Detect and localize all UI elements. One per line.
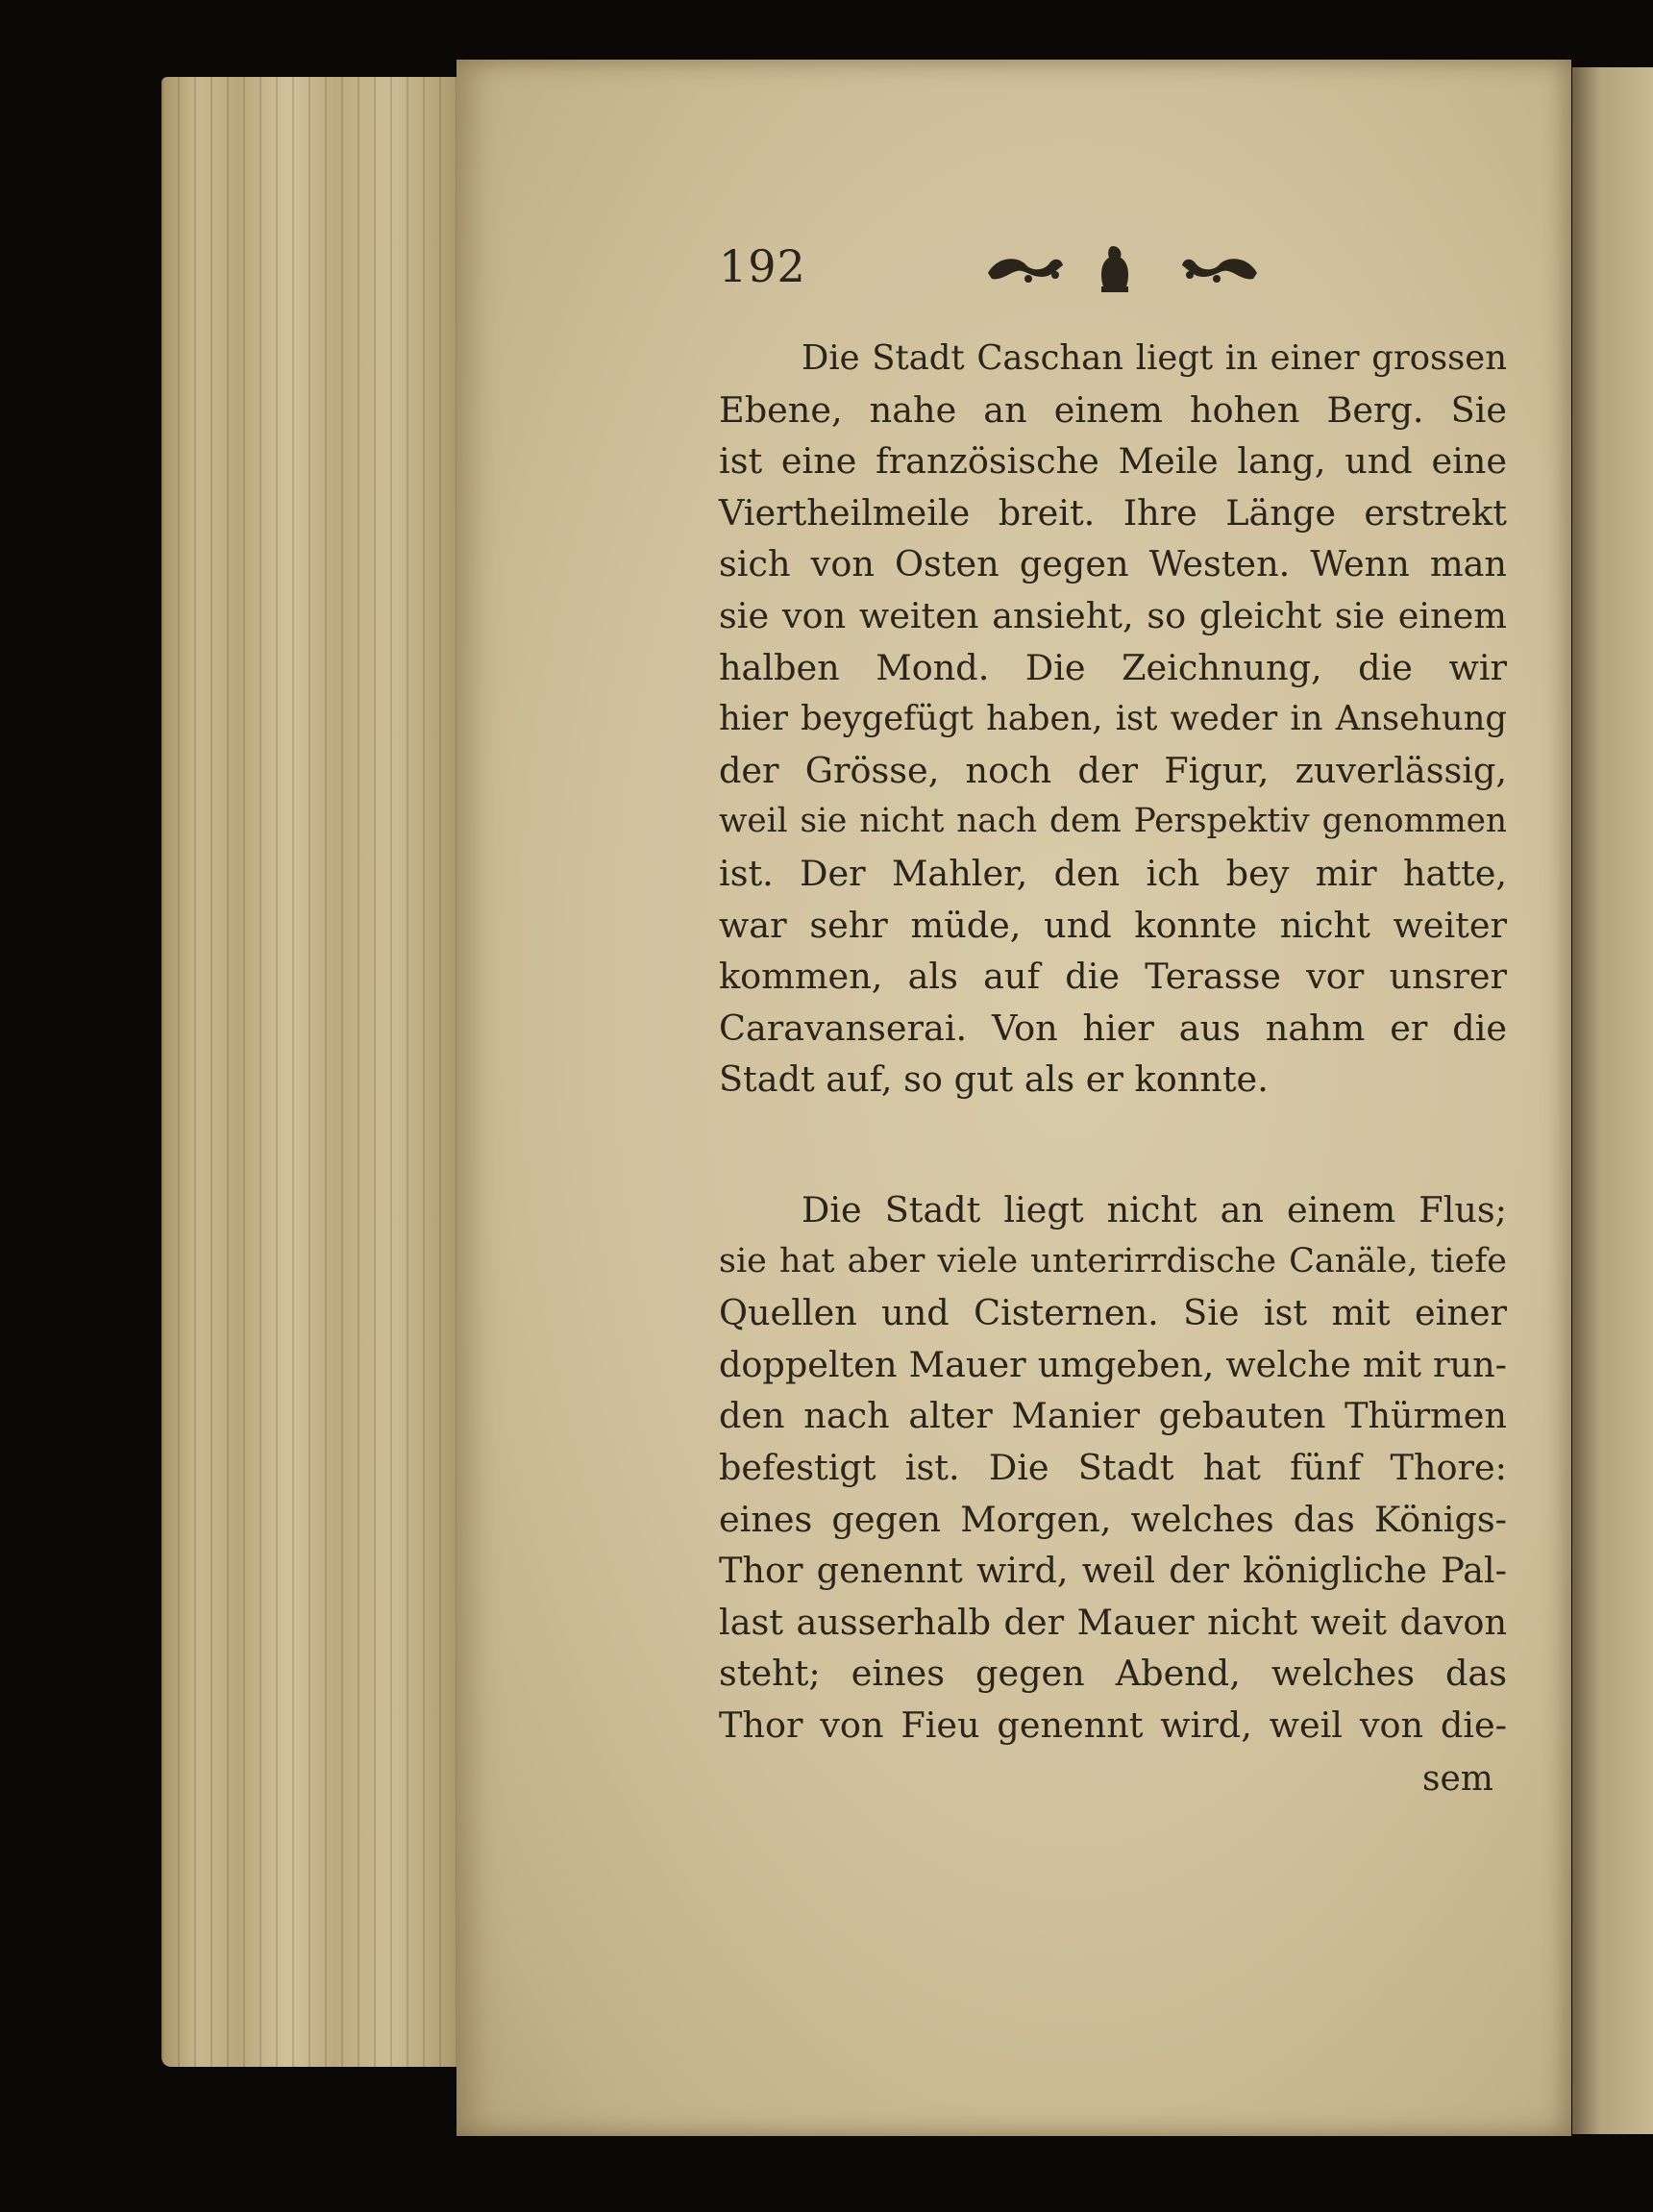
text-line: ist. Der Mahler, den ich bey mir hatte, xyxy=(719,852,1507,894)
text-line: ist eine französische Meile lang, und eine xyxy=(719,440,1507,483)
text-line: Thor von Fieu genennt wird, weil von die- xyxy=(719,1703,1507,1746)
text-line: last ausserhalb der Mauer nicht weit davon xyxy=(719,1601,1507,1643)
text-line: sie hat aber viele unterirrdische Canäle, tiefe xyxy=(719,1241,1507,1280)
text-line: sich von Osten gegen Westen. Wenn man xyxy=(719,543,1507,585)
text-line: Ebene, nahe an einem hohen Berg. Sie xyxy=(719,388,1507,431)
text-line: halben Mond. Die Zeichnung, die wir xyxy=(719,646,1507,688)
text-line: sie von weiten ansieht, so gleicht sie einem xyxy=(719,594,1507,636)
text-line: Thor genennt wird, weil der königliche Pal- xyxy=(719,1550,1507,1592)
text-line: befestigt ist. Die Stadt hat fünf Thore: xyxy=(719,1446,1507,1488)
page-stack-lines xyxy=(161,77,479,2067)
fleuron-ornament-icon xyxy=(969,236,1276,298)
text-line: hier beygefügt haben, ist weder in Ansehung xyxy=(719,699,1507,739)
text-line: Stadt auf, so gut als er konnte. xyxy=(719,1058,1269,1101)
text-line: steht; eines gegen Abend, welches das xyxy=(719,1653,1507,1695)
text-line: Quellen und Cisternen. Sie ist mit einer xyxy=(719,1292,1507,1334)
text-line: eines gegen Morgen, welches das Königs- xyxy=(719,1498,1507,1540)
text-line: kommen, als auf die Terasse vor unsrer xyxy=(719,956,1507,998)
text-line: Caravanserai. Von hier aus nahm er die xyxy=(719,1007,1507,1049)
text-line: weil sie nicht nach dem Perspektiv genommen xyxy=(719,802,1507,841)
text-line: war sehr müde, und konnte nicht weiter xyxy=(719,904,1507,946)
paragraph-1 xyxy=(719,333,1507,1106)
paragraph-2 xyxy=(719,1184,1507,1752)
text-line: der Grösse, noch der Figur, zuverlässig, xyxy=(719,749,1507,791)
page-header xyxy=(719,236,1276,304)
catchword: sem xyxy=(1422,1759,1493,1799)
text-line: Die Stadt Caschan liegt in einer grossen xyxy=(802,338,1507,378)
page-number: 192 xyxy=(719,240,806,292)
text-line: doppelten Mauer umgeben, welche mit run- xyxy=(719,1343,1507,1385)
text-line: Viertheilmeile breit. Ihre Länge erstrekt xyxy=(719,491,1507,534)
text-line: den nach alter Manier gebauten Thürmen xyxy=(719,1395,1507,1437)
text-line: Die Stadt liegt nicht an einem Flus; xyxy=(802,1189,1507,1230)
facing-page-edge xyxy=(1572,67,1653,2134)
